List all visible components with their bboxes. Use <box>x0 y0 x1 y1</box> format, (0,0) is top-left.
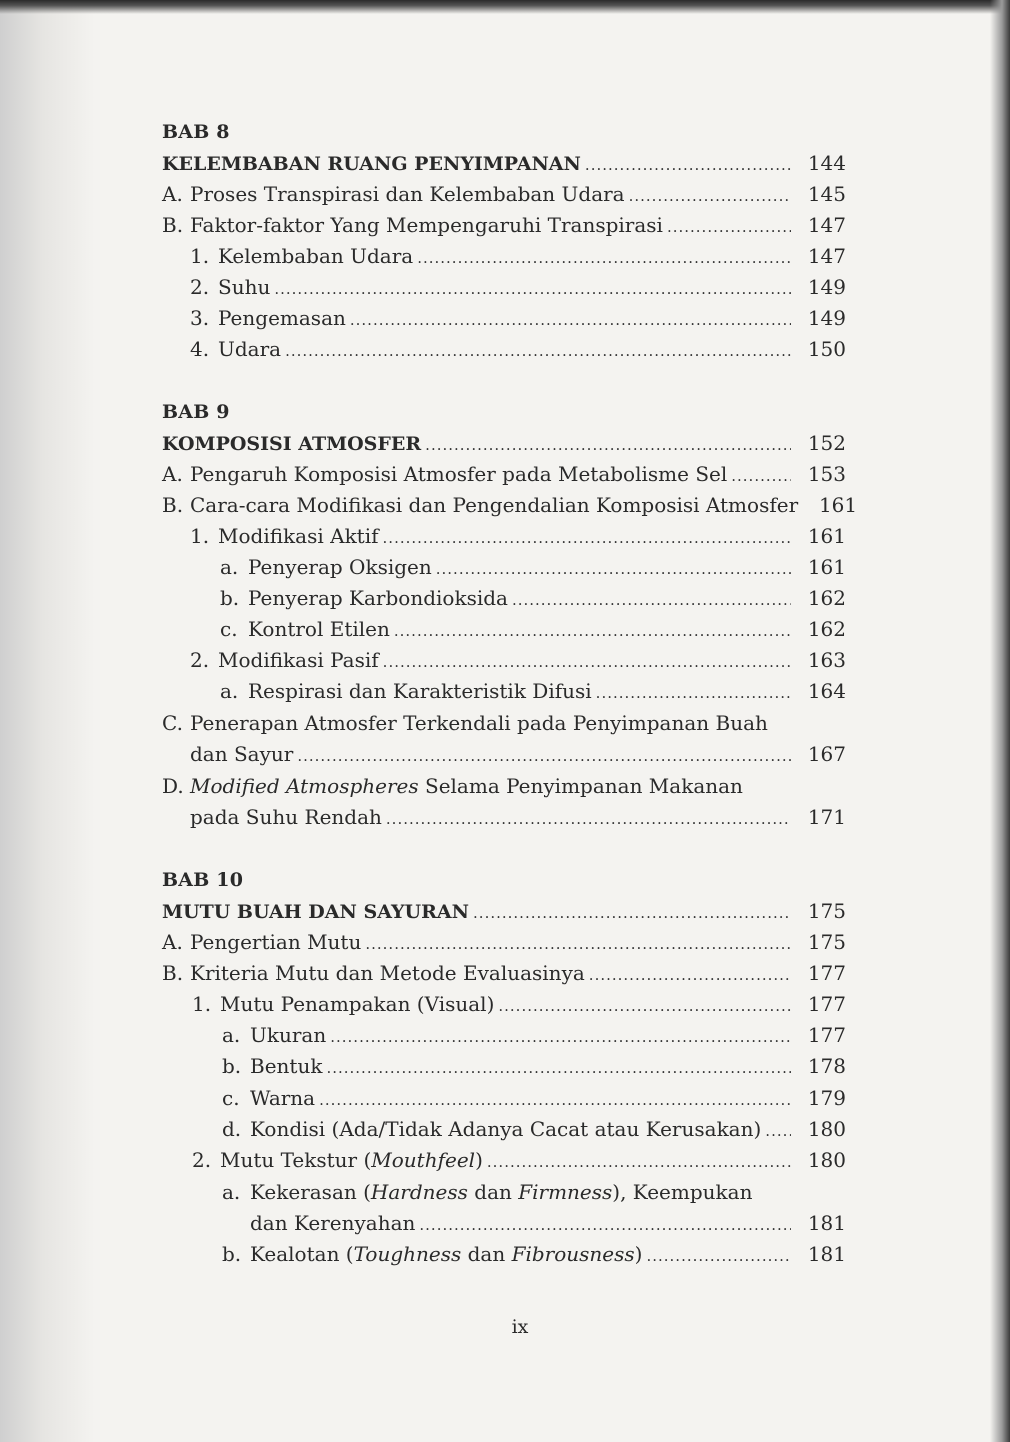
toc-row[interactable] <box>222 1240 846 1268</box>
page-number: 149 <box>807 275 846 299</box>
toc-row[interactable] <box>162 180 846 208</box>
leader-dots <box>417 244 791 272</box>
leader-dots <box>765 1117 791 1145</box>
item-title: Udara <box>218 337 282 361</box>
item-marker: b. <box>222 1242 242 1266</box>
item-title-text: Mutu Tekstur ( <box>220 1148 372 1172</box>
leader-dots <box>285 337 791 365</box>
item-marker: d. <box>222 1117 242 1141</box>
item-marker: 2. <box>192 1148 212 1172</box>
page-number: 175 <box>807 930 846 954</box>
leader-dots <box>365 930 791 958</box>
page-number: 177 <box>807 961 846 985</box>
item-title: Proses Transpirasi dan Kelembaban Udara <box>190 182 625 206</box>
page-number: 163 <box>807 648 846 672</box>
item-marker: a. <box>220 555 239 579</box>
item-title: Pengemasan <box>218 306 346 330</box>
item-title <box>250 1178 756 1206</box>
page-number: 181 <box>807 1242 846 1266</box>
page-number: 177 <box>807 1023 846 1047</box>
toc-row[interactable] <box>190 273 846 301</box>
item-title: Penyerap Karbondioksida <box>248 586 508 610</box>
item-title: Penyerap Oksigen <box>248 555 432 579</box>
toc-row[interactable] <box>190 242 846 270</box>
page-number: 150 <box>807 337 846 361</box>
item-title: Penerapan Atmosfer Terkendali pada Penyimpanan Buah <box>190 711 768 735</box>
toc-row[interactable] <box>162 928 846 956</box>
leader-dots <box>629 182 791 210</box>
leader-dots <box>585 151 791 179</box>
item-title: Modifikasi Aktif <box>218 524 379 548</box>
item-title-italic: Mouthfeel <box>371 1148 476 1172</box>
item-marker: B. <box>162 493 184 517</box>
page-number: 180 <box>807 1117 846 1141</box>
leader-dots <box>297 742 791 770</box>
item-title: Kontrol Etilen <box>248 617 390 641</box>
item-title: Pengaruh Komposisi Atmosfer pada Metabolisme Sel <box>190 462 728 486</box>
toc-row[interactable] <box>222 1021 846 1049</box>
page-number: 164 <box>807 679 846 703</box>
leader-dots <box>487 1148 791 1176</box>
page-number: 177 <box>807 992 846 1016</box>
toc-row[interactable] <box>222 1115 846 1143</box>
leader-dots <box>596 679 791 707</box>
page-footer-number: ix <box>511 1316 529 1338</box>
toc-row[interactable] <box>190 335 846 363</box>
item-title-mid: dan <box>461 1242 512 1266</box>
page-number: 147 <box>807 213 846 237</box>
toc-row[interactable] <box>222 1084 846 1112</box>
leader-dots <box>667 213 791 241</box>
item-title: Respirasi dan Karakteristik Difusi <box>248 679 592 703</box>
page-number: 162 <box>807 586 846 610</box>
item-marker: a. <box>220 679 239 703</box>
leader-dots <box>473 899 791 927</box>
toc-row-continuation[interactable] <box>250 1209 846 1237</box>
item-marker: b. <box>222 1054 242 1078</box>
item-title-italic: Hardness <box>370 1180 468 1204</box>
item-marker: 1. <box>192 992 212 1016</box>
toc-row[interactable] <box>220 584 846 612</box>
item-title: Modifikasi Pasif <box>218 648 379 672</box>
leader-dots <box>274 275 791 303</box>
item-marker: c. <box>222 1086 240 1110</box>
toc-row[interactable] <box>192 990 846 1018</box>
page-number: 178 <box>807 1054 846 1078</box>
toc-row[interactable] <box>162 211 846 239</box>
item-title-text: Kekerasan ( <box>250 1180 371 1204</box>
chapter-title: KOMPOSISI ATMOSFER <box>162 433 422 455</box>
page-number: 149 <box>807 306 846 330</box>
item-title-mid: dan <box>467 1180 519 1204</box>
item-marker: C. <box>162 711 183 735</box>
item-marker: A. <box>162 182 183 206</box>
item-title: Ukuran <box>250 1023 327 1047</box>
item-marker: 1. <box>190 524 210 548</box>
item-title: Kondisi (Ada/Tidak Adanya Cacat atau Kerusakan) <box>250 1117 762 1141</box>
chapter-title: MUTU BUAH DAN SAYURAN <box>162 901 470 923</box>
item-title: Faktor-faktor Yang Mempengaruhi Transpirasi <box>190 213 663 237</box>
leader-dots <box>419 1211 791 1239</box>
toc-row[interactable] <box>162 491 858 519</box>
leader-dots <box>589 961 791 989</box>
leader-dots <box>394 617 791 645</box>
page-number: 179 <box>807 1086 846 1110</box>
leader-dots <box>512 586 791 614</box>
page-number: 175 <box>807 899 846 923</box>
item-title-text: Kealotan ( <box>250 1242 354 1266</box>
item-marker: c. <box>220 617 238 641</box>
toc-row[interactable] <box>162 772 846 800</box>
page-number: 171 <box>807 805 846 829</box>
page-number: 162 <box>807 617 846 641</box>
leader-dots <box>383 648 791 676</box>
chapter-title: KELEMBABAN RUANG PENYIMPANAN <box>162 153 581 175</box>
chapter-label: BAB 9 <box>162 401 230 423</box>
page-number: 144 <box>807 151 846 175</box>
item-marker: B. <box>162 213 184 237</box>
item-marker: 1. <box>190 244 210 268</box>
item-title <box>190 772 747 800</box>
chapter-label: BAB 8 <box>162 121 230 143</box>
item-title: Pengertian Mutu <box>190 930 362 954</box>
item-title-after: ), Keempukan <box>612 1180 753 1204</box>
item-marker: a. <box>222 1023 241 1047</box>
toc-chapter-title-row[interactable] <box>162 897 846 925</box>
leader-dots <box>330 1023 791 1051</box>
page-number: 152 <box>807 431 846 455</box>
toc-row[interactable] <box>192 1146 846 1174</box>
leader-dots <box>326 1054 791 1082</box>
page-number: 161 <box>807 524 846 548</box>
item-title: Cara-cara Modifikasi dan Pengendalian Komposisi Atmosfer <box>190 493 799 517</box>
toc-row[interactable] <box>190 522 846 550</box>
toc-row[interactable] <box>220 553 846 581</box>
leader-dots <box>350 306 791 334</box>
item-marker: 2. <box>190 648 210 672</box>
item-title <box>250 1240 646 1268</box>
item-title-continuation: dan Kerenyahan <box>250 1211 416 1235</box>
item-title-italic: Toughness <box>353 1242 462 1266</box>
item-title: Suhu <box>218 275 271 299</box>
leader-dots <box>498 992 791 1020</box>
leader-dots <box>425 431 791 459</box>
page-number: 145 <box>807 182 846 206</box>
leader-dots <box>731 462 791 490</box>
toc-row[interactable] <box>220 615 846 643</box>
leader-dots <box>436 555 791 583</box>
item-title: Kriteria Mutu dan Metode Evaluasinya <box>190 961 585 985</box>
leader-dots <box>646 1242 791 1270</box>
page-number: 161 <box>807 555 846 579</box>
toc-row-continuation[interactable] <box>190 803 846 831</box>
item-title-continuation: pada Suhu Rendah <box>190 805 382 829</box>
toc-row[interactable] <box>222 1178 846 1206</box>
toc-row[interactable] <box>162 709 846 737</box>
item-marker: a. <box>222 1180 241 1204</box>
toc-row-continuation[interactable] <box>190 740 846 768</box>
chapter-label: BAB 10 <box>162 869 244 891</box>
toc-row[interactable] <box>162 959 846 987</box>
item-marker: A. <box>162 462 183 486</box>
page-number: 180 <box>807 1148 846 1172</box>
item-title-after: ) <box>475 1148 483 1172</box>
item-marker: 3. <box>190 306 210 330</box>
toc-chapter-title-row[interactable] <box>162 149 846 177</box>
item-title <box>220 1146 487 1174</box>
item-title-rest: Selama Penyimpanan Makanan <box>425 774 743 798</box>
item-marker: B. <box>162 961 184 985</box>
toc-row[interactable] <box>162 460 846 488</box>
item-title: Bentuk <box>250 1054 323 1078</box>
item-title-italic-2: Fibrousness <box>511 1242 635 1266</box>
item-title: Kelembaban Udara <box>218 244 414 268</box>
toc-row[interactable] <box>220 677 846 705</box>
item-marker: D. <box>162 774 184 798</box>
item-marker: 4. <box>190 337 210 361</box>
page-number: 153 <box>807 462 846 486</box>
item-marker: A. <box>162 930 183 954</box>
item-title-after: ) <box>634 1242 643 1266</box>
page-number: 161 <box>818 493 858 517</box>
item-title: Mutu Penampakan (Visual) <box>220 992 495 1016</box>
toc-row[interactable] <box>222 1052 846 1080</box>
item-marker: 2. <box>190 275 210 299</box>
item-title-italic-2: Firmness <box>518 1180 613 1204</box>
leader-dots <box>386 805 791 833</box>
item-marker: b. <box>220 586 240 610</box>
page-number: 147 <box>807 244 846 268</box>
toc-row[interactable] <box>190 646 846 674</box>
toc-chapter-title-row[interactable] <box>162 429 846 457</box>
toc-row[interactable] <box>190 304 846 332</box>
leader-dots <box>319 1086 791 1114</box>
page-number: 181 <box>807 1211 846 1235</box>
item-title-italic: Modified Atmospheres <box>190 774 419 798</box>
leader-dots <box>383 524 791 552</box>
item-title-continuation: dan Sayur <box>190 742 294 766</box>
page-number: 167 <box>807 742 846 766</box>
item-title: Warna <box>250 1086 316 1110</box>
